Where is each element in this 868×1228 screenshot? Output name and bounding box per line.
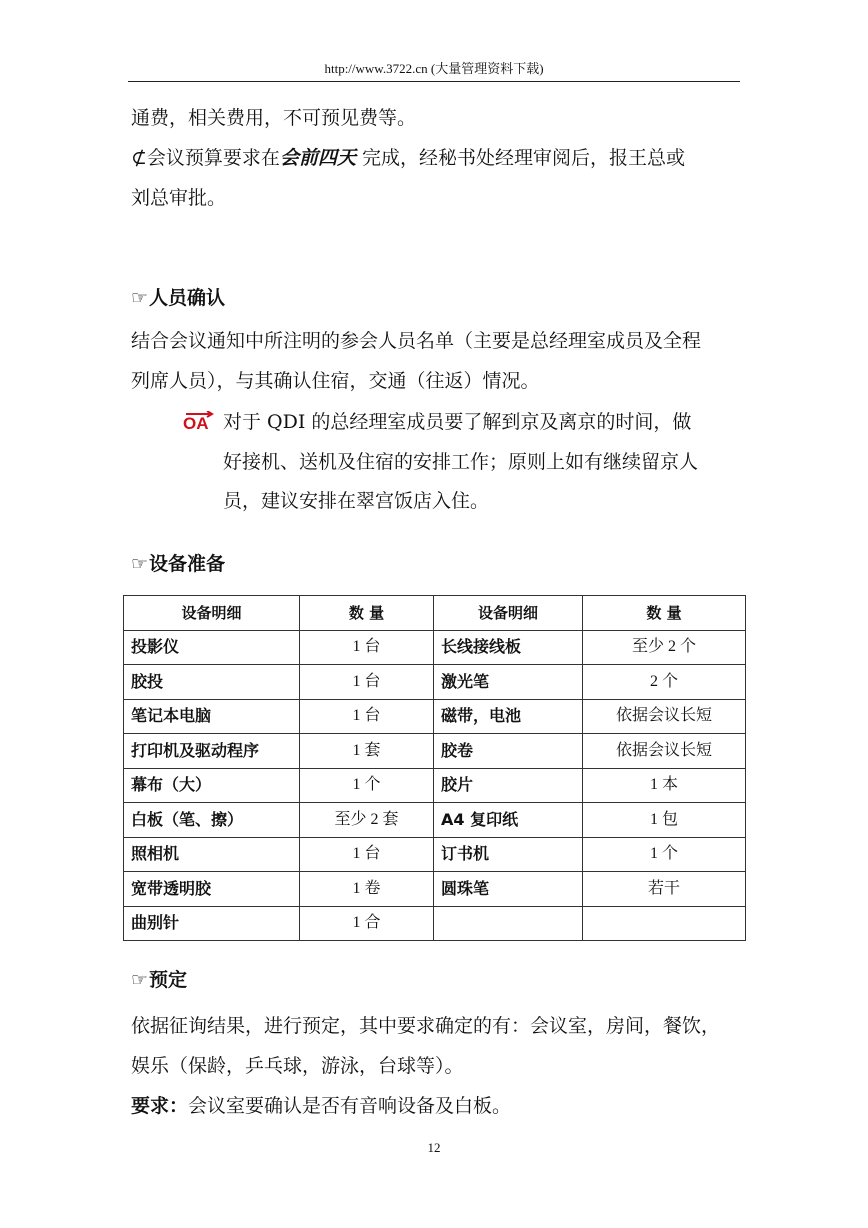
equipment-item: 胶投 <box>124 665 300 700</box>
equipment-item: 胶片 <box>434 768 583 803</box>
equipment-item: 曲别针 <box>124 906 300 941</box>
equipment-quantity: 2 个 <box>583 665 746 700</box>
budget-deadline-emphasis: 会前四天 <box>279 147 356 169</box>
requirement-text: 会议室要确认是否有音响设备及白板。 <box>188 1095 512 1117</box>
booking-para-line-2: 娱乐（保龄，乒乓球，游泳，台球等）。 <box>131 1055 464 1077</box>
equipment-quantity: 依据会议长短 <box>583 734 746 769</box>
equipment-item: 宽带透明胶 <box>124 872 300 907</box>
equipment-item: 激光笔 <box>434 665 583 700</box>
equipment-quantity: 依据会议长短 <box>583 699 746 734</box>
equipment-quantity: 1 本 <box>583 768 746 803</box>
equipment-item: 幕布（大） <box>124 768 300 803</box>
personnel-para-line-2: 列席人员），与其确认住宿，交通（往返）情况。 <box>131 370 540 392</box>
equipment-item: A4 复印纸 <box>434 803 583 838</box>
oa-icon-label: OA <box>183 414 209 433</box>
table-header-row <box>124 596 746 631</box>
requirement-label: 要求： <box>131 1095 189 1117</box>
equipment-item: 订书机 <box>434 837 583 872</box>
equipment-quantity: 1 台 <box>300 630 434 665</box>
heading-personnel-text: 人员确认 <box>149 287 226 309</box>
table-row <box>124 665 746 700</box>
equipment-quantity: 1 台 <box>300 837 434 872</box>
intro-line-3: 刘总审批。 <box>131 187 227 209</box>
heading-booking-text: 预定 <box>149 969 188 991</box>
equipment-quantity: 至少 2 套 <box>300 803 434 838</box>
equipment-item: 胶卷 <box>434 734 583 769</box>
equipment-item: 照相机 <box>124 837 300 872</box>
equipment-quantity: 若干 <box>583 872 746 907</box>
bullet-symbol: ⊄ <box>131 147 147 169</box>
equipment-item: 打印机及驱动程序 <box>124 734 300 769</box>
heading-equipment <box>131 552 225 576</box>
booking-para-line-1: 依据征询结果，进行预定，其中要求确定的有：会议室，房间，餐饮， <box>131 1015 721 1037</box>
heading-booking <box>131 968 187 992</box>
equipment-item: 长线接线板 <box>434 630 583 665</box>
column-header: 数 量 <box>300 596 434 631</box>
column-header: 设备明细 <box>434 596 583 631</box>
booking-requirement <box>131 1094 511 1118</box>
equipment-table <box>123 595 746 941</box>
equipment-quantity: 1 台 <box>300 665 434 700</box>
equipment-quantity: 1 套 <box>300 734 434 769</box>
equipment-quantity: 1 个 <box>300 768 434 803</box>
budget-text-post: 完成，经秘书处经理审阅后，报王总或 <box>355 147 685 169</box>
equipment-item: 圆珠笔 <box>434 872 583 907</box>
column-header: 设备明细 <box>124 596 300 631</box>
equipment-quantity: 1 卷 <box>300 872 434 907</box>
pointing-hand-icon: ☞ <box>131 287 149 309</box>
table-row <box>124 837 746 872</box>
oa-note-line-2: 好接机、送机及住宿的安排工作；原则上如有继续留京人 <box>223 451 699 473</box>
oa-note-line-3: 员，建议安排在翠宫饭店入住。 <box>223 490 490 512</box>
oa-icon <box>182 411 214 433</box>
equipment-quantity: 1 合 <box>300 906 434 941</box>
equipment-quantity: 1 包 <box>583 803 746 838</box>
table-row <box>124 768 746 803</box>
heading-equipment-text: 设备准备 <box>149 553 226 575</box>
equipment-item: 白板（笔、擦） <box>124 803 300 838</box>
table-row <box>124 872 746 907</box>
equipment-item: 笔记本电脑 <box>124 699 300 734</box>
equipment-quantity: 1 个 <box>583 837 746 872</box>
table-row <box>124 699 746 734</box>
intro-line-1: 通费，相关费用，不可预见费等。 <box>131 107 417 129</box>
header-rule <box>128 81 740 82</box>
table-row <box>124 630 746 665</box>
equipment-quantity: 至少 2 个 <box>583 630 746 665</box>
heading-personnel <box>131 286 225 310</box>
equipment-item: 磁带，电池 <box>434 699 583 734</box>
column-header: 数 量 <box>583 596 746 631</box>
equipment-item: 投影仪 <box>124 630 300 665</box>
pointing-hand-icon: ☞ <box>131 969 149 991</box>
pointing-hand-icon: ☞ <box>131 553 149 575</box>
page-header: http://www.3722.cn (大量管理资料下载) <box>324 61 544 76</box>
intro-line-2 <box>131 146 685 170</box>
table-row <box>124 734 746 769</box>
equipment-quantity <box>583 906 746 941</box>
oa-note-line-1: 对于 QDI 的总经理室成员要了解到京及离京的时间，做 <box>223 411 692 433</box>
budget-text-pre: 会议预算要求在 <box>146 147 280 169</box>
equipment-item <box>434 906 583 941</box>
personnel-para-line-1: 结合会议通知中所注明的参会人员名单（主要是总经理室成员及全程 <box>131 330 702 352</box>
table-row <box>124 803 746 838</box>
equipment-quantity: 1 台 <box>300 699 434 734</box>
page-number: 12 <box>427 1140 441 1155</box>
table-row <box>124 906 746 941</box>
